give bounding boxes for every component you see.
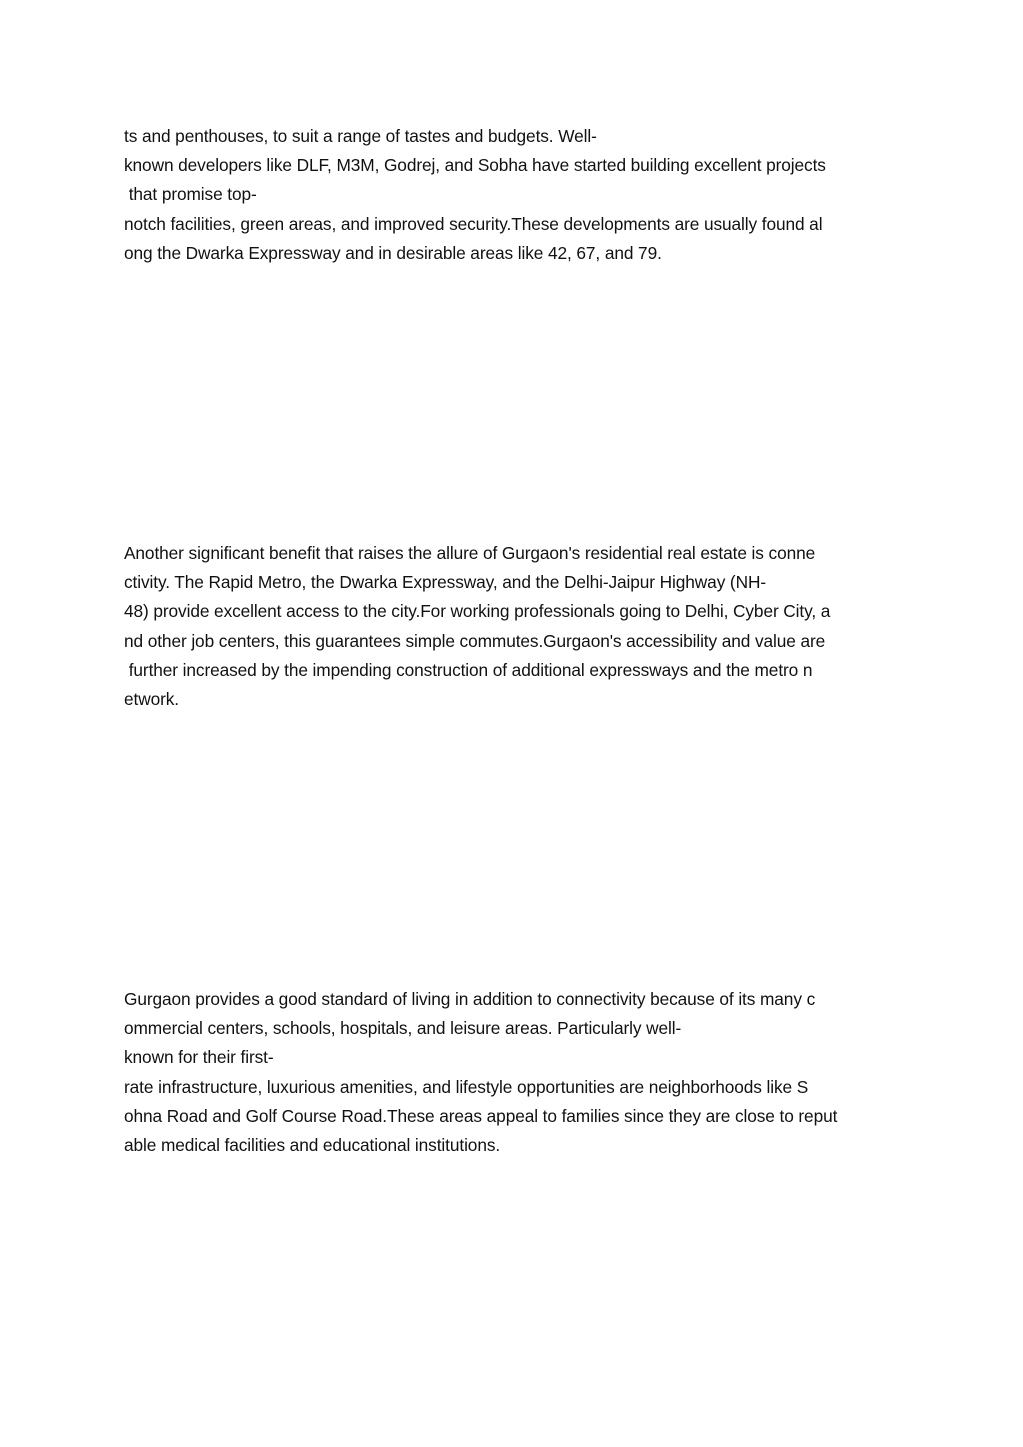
text-line: known for their first- <box>124 1047 274 1068</box>
text-line: able medical facilities and educational institutions. <box>124 1134 501 1155</box>
text-line: Another significant benefit that raises the allure of Gurgaon's residential real estate is conne <box>124 543 816 563</box>
text-line: ommercial centers, schools, hospitals, and leisure areas. Particularly well- <box>124 1018 682 1039</box>
text-line: further increased by the impending construction of additional expressways and the metro n <box>124 659 813 680</box>
text-line: that promise top- <box>124 184 257 205</box>
text-line: nd other job centers, this guarantees simple commutes.Gurgaon's accessibility and value are <box>124 630 826 651</box>
text-line: ohna Road and Golf Course Road.These areas appeal to families since they are close to reput <box>124 1105 838 1126</box>
text-line: ctivity. The Rapid Metro, the Dwarka Expressway, and the Delhi-Jaipur Highway (NH- <box>124 572 767 593</box>
text-line: notch facilities, green areas, and improved security.These developments are usually found al <box>124 213 823 234</box>
text-line: etwork. <box>124 688 180 709</box>
paragraph-living-standard <box>124 985 914 1160</box>
paragraph-connectivity <box>124 539 914 714</box>
text-line: rate infrastructure, luxurious amenities, and lifestyle opportunities are neighborhoods like S <box>124 1076 809 1097</box>
text-line: ong the Dwarka Expressway and in desirable areas like 42, 67, and 79. <box>124 242 662 263</box>
text-line: known developers like DLF, M3M, Godrej, and Sobha have started building excellent projects <box>124 155 826 176</box>
text-line: ts and penthouses, to suit a range of tastes and budgets. Well- <box>124 126 597 146</box>
text-line: 48) provide excellent access to the city.For working professionals going to Delhi, Cyber City, a <box>124 601 831 622</box>
paragraph-developers <box>124 122 914 268</box>
text-line: Gurgaon provides a good standard of living in addition to connectivity because of its many c <box>124 989 816 1009</box>
